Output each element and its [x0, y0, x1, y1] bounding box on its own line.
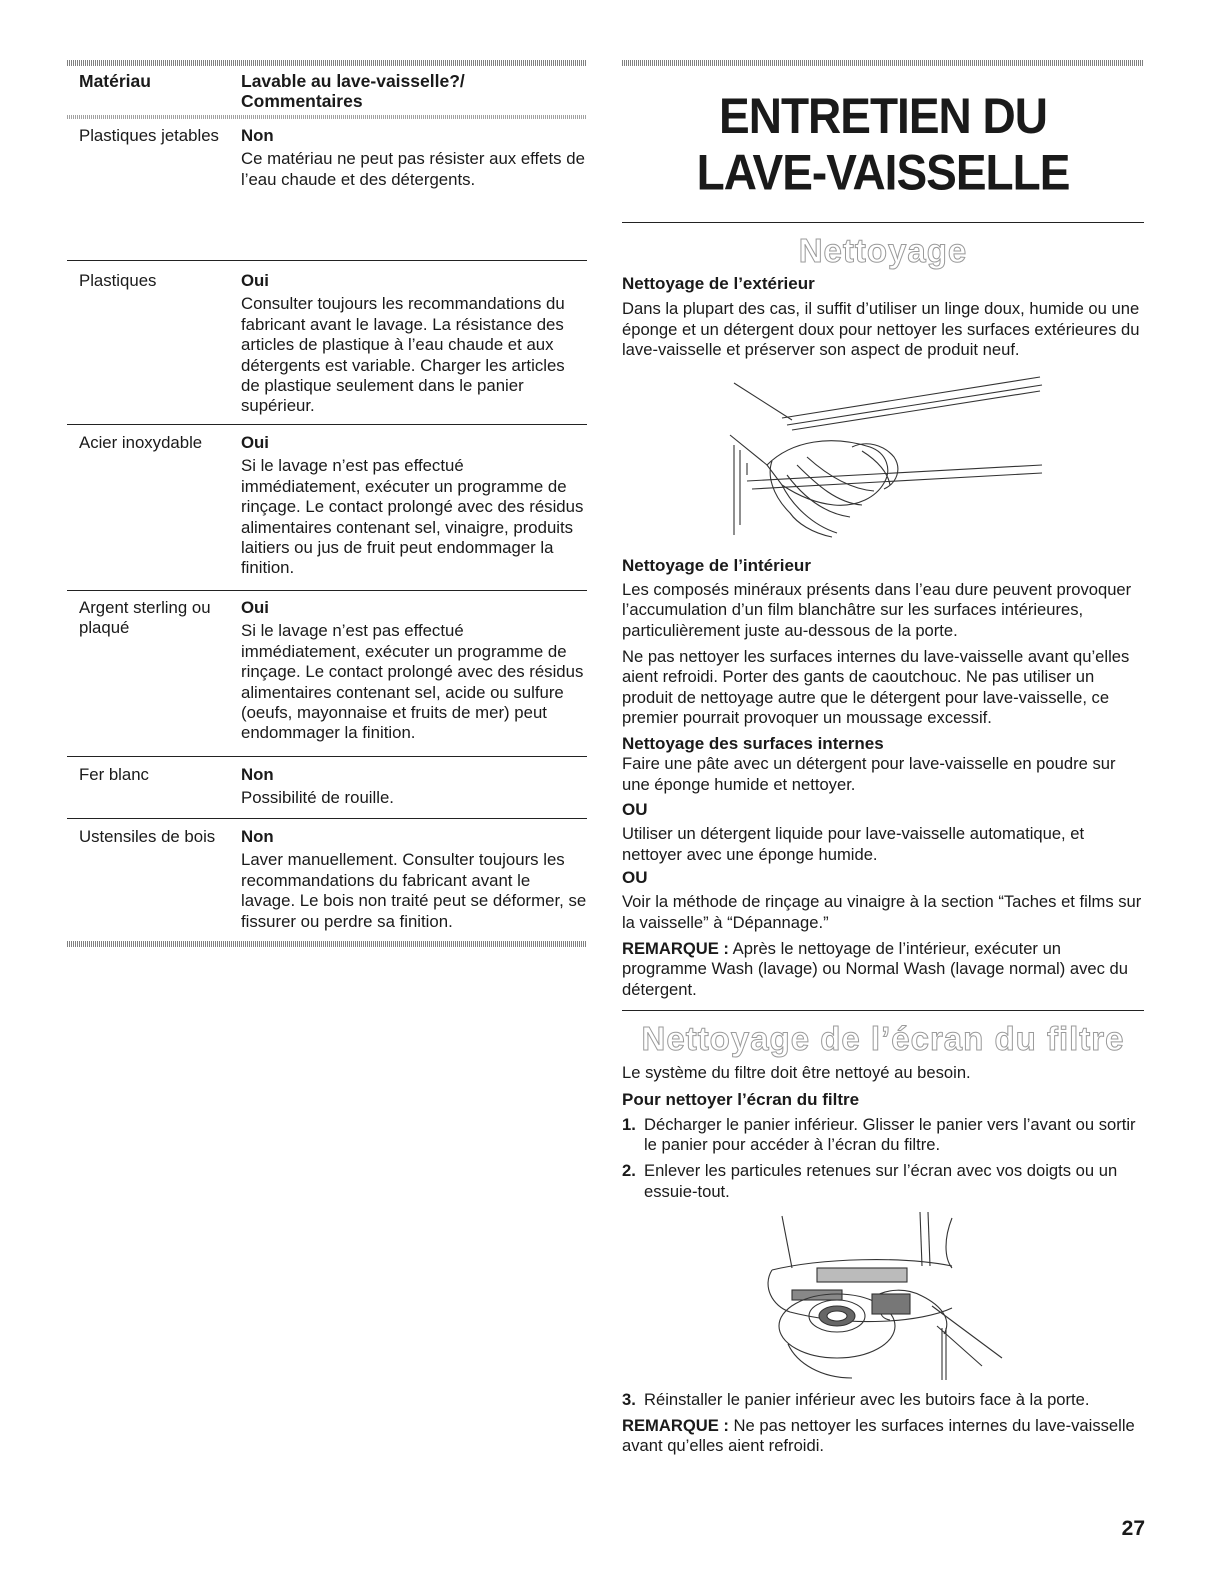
comment-cell — [241, 271, 587, 424]
interior-text-2: Ne pas nettoyer les surfaces internes du lave-vaisselle avant qu’elles aient refroidi. Porter des gants de caoutchouc. Ne pas utiliser un produit de nettoyage autre que le détergent pour lave-vaisselle, ce premier pourrait provoquer un moussage excessif. — [622, 646, 1130, 728]
title-rule — [622, 222, 1144, 223]
table-row — [67, 819, 587, 941]
header-material: Matériau — [79, 71, 151, 91]
comment-text: Possibilité de rouille. — [241, 788, 394, 808]
filter-rule — [622, 1010, 1144, 1011]
step-text: Enlever les particules retenues sur l’écran avec vos doigts ou un essuie-tout. — [644, 1161, 1118, 1201]
material-table — [67, 60, 587, 947]
note-label: REMARQUE : — [622, 1415, 729, 1435]
verdict: Non — [241, 765, 274, 784]
internal-surfaces-text-2: Utiliser un détergent liquide pour lave-vaisselle automatique, et nettoyer avec une éponge humide. — [622, 824, 1085, 864]
comment-cell — [241, 765, 587, 818]
note-text: Après le nettoyage de l’intérieur, exécuter un programme Wash (lavage) ou Normal Wash (lavage normal) avec du détergent. — [622, 938, 1128, 999]
comment-cell — [241, 433, 587, 590]
header-rule — [67, 115, 587, 119]
table-row — [67, 261, 587, 425]
internal-surfaces-text-3: Voir la méthode de rinçage au vinaigre à la section “Taches et films sur la vaisselle” à “Dépannage.” — [622, 892, 1142, 932]
verdict: Non — [241, 827, 274, 846]
table-bottom-rule — [67, 941, 587, 947]
filter-heading: Pour nettoyer l’écran du filtre — [622, 1089, 860, 1109]
internal-surfaces-text: Faire une pâte avec un détergent pour lave-vaisselle en poudre sur une éponge humide et nettoyer. — [622, 753, 1116, 794]
or-label: OU — [622, 868, 648, 888]
table-row — [67, 757, 587, 819]
step-number: 1. — [622, 1114, 636, 1134]
verdict: Oui — [241, 598, 269, 617]
material-cell: Plastiques — [79, 271, 157, 290]
material-cell: Acier inoxydable — [79, 433, 203, 452]
page-title — [622, 88, 1144, 200]
exterior-text: Dans la plupart des cas, il suffit d’utiliser un linge doux, humide ou une éponge et un détergent doux pour nettoyer les surfaces extérieures du lave-vaisselle et préserver son aspect de produit neuf. — [622, 299, 1140, 360]
cleaning-note — [622, 939, 1144, 1001]
filter-title: Nettoyage de l’écran du filtre — [641, 1020, 1125, 1058]
filter-step — [622, 1390, 1144, 1411]
maintenance-section — [622, 60, 1144, 1457]
material-cell: Ustensiles de bois — [79, 827, 216, 846]
filter-step — [622, 1115, 1144, 1156]
page-title-line2: LAVE-VAISSELLE — [696, 144, 1070, 201]
comment-text: Si le lavage n’est pas effectué immédiatement, exécuter un programme de rinçage. Le contact prolongé avec des résidus alimentaires contenant sel, acide ou sulfure (oeufs, mayonnaise et fruits de mer) peut endommager la finition. — [241, 621, 584, 743]
table-row — [67, 591, 587, 757]
interior-text-1: Les composés minéraux présents dans l’eau dure peuvent provoquer l’accumulation d’un film blanchâtre sur les surfaces intérieures, particulièrement juste au-dessous de la porte. — [622, 579, 1132, 640]
verdict: Oui — [241, 271, 269, 290]
verdict: Non — [241, 126, 274, 145]
filter-step — [622, 1161, 1144, 1202]
table-header — [67, 66, 587, 115]
header-comments: Lavable au lave-vaisselle?/ Commentaires — [241, 71, 465, 111]
note-text: Ne pas nettoyer les surfaces internes du lave-vaisselle avant qu’elles aient refroidi. — [622, 1415, 1135, 1456]
note-label: REMARQUE : — [622, 938, 729, 958]
table-top-rule — [67, 60, 587, 66]
filter-screen-image — [622, 1208, 1144, 1390]
material-cell: Argent sterling ou plaqué — [79, 598, 211, 638]
cleaning-title: Nettoyage — [798, 232, 968, 269]
hand-wiping-door-image — [622, 365, 1144, 555]
material-cell: Fer blanc — [79, 765, 149, 784]
comment-cell — [241, 598, 587, 756]
material-cell: Plastiques jetables — [79, 126, 219, 145]
top-rule — [622, 60, 1144, 66]
comment-text: Consulter toujours les recommandations du fabricant avant le lavage. La résistance des articles de plastique à l’eau chaude et aux détergents est variable. Charger les articles de plastique seulement dans le panier supérieur. — [241, 294, 565, 416]
filter-intro: Le système du filtre doit être nettoyé au besoin. — [622, 1063, 971, 1083]
comment-text: Laver manuellement. Consulter toujours les recommandations du fabricant avant le lavage. Le bois non traité peut se déformer, se fissurer ou perdre sa finition. — [241, 850, 587, 931]
comment-text: Si le lavage n’est pas effectué immédiatement, exécuter un programme de rinçage. Le contact prolongé avec des résidus alimentaires contenant sel, vinaigre, produits laitiers ou jus de fruit peut endommager la finition. — [241, 456, 584, 578]
comment-text: Ce matériau ne peut pas résister aux effets de l’eau chaude et des détergents. — [241, 149, 585, 189]
filter-note — [622, 1416, 1144, 1457]
page-title-line1: ENTRETIEN DU — [719, 87, 1047, 144]
comment-cell — [241, 827, 587, 941]
step-text: Décharger le panier inférieur. Glisser le panier vers l’avant ou sortir le panier pour accéder à l’écran du filtre. — [644, 1114, 1136, 1155]
wipe-exterior-illustration — [622, 365, 1144, 555]
step-number: 3. — [622, 1390, 636, 1410]
step-number: 2. — [622, 1161, 636, 1181]
comment-cell — [241, 126, 587, 250]
table-row — [67, 119, 587, 261]
interior-heading: Nettoyage de l’intérieur — [622, 555, 811, 575]
verdict: Oui — [241, 433, 269, 452]
filter-illustration — [622, 1208, 1144, 1390]
exterior-heading: Nettoyage de l’extérieur — [622, 274, 815, 293]
internal-surfaces-heading: Nettoyage des surfaces internes — [622, 733, 884, 753]
page-number: 27 — [1121, 1517, 1145, 1540]
step-text: Réinstaller le panier inférieur avec les butoirs face à la porte. — [644, 1390, 1090, 1410]
table-row — [67, 425, 587, 591]
or-label: OU — [622, 800, 648, 820]
